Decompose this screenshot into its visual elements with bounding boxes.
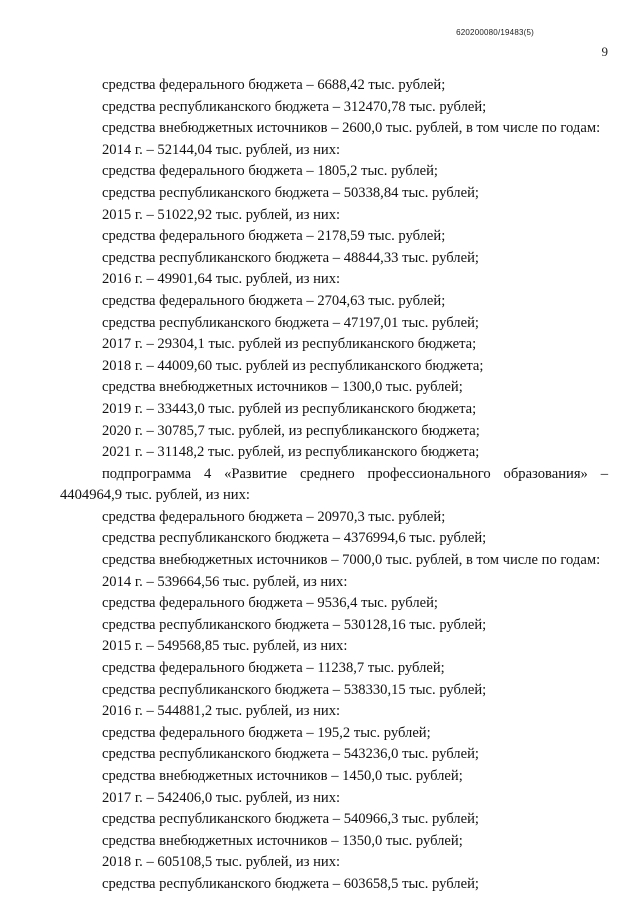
document-id: 620200080/19483(5) — [456, 28, 534, 37]
paragraph: 2017 г. – 29304,1 тыс. рублей из республиканского бюджета; — [102, 336, 477, 353]
paragraph: средства республиканского бюджета – 4376994,6 тыс. рублей; — [102, 530, 487, 547]
paragraph: средства республиканского бюджета – 538330,15 тыс. рублей; — [102, 681, 487, 698]
paragraph: 2020 г. – 30785,7 тыс. рублей, из республиканского бюджета; — [102, 422, 480, 439]
paragraph: средства федерального бюджета – 195,2 тыс. рублей; — [102, 724, 431, 741]
paragraph: подпрограмма 4 «Развитие среднего профессионального образования» – 4404964,9 тыс. рублей, из них: — [60, 465, 608, 504]
paragraph: средства республиканского бюджета – 48844,33 тыс. рублей; — [102, 249, 479, 266]
paragraph: 2016 г. – 49901,64 тыс. рублей, из них: — [102, 271, 341, 288]
paragraph: 2019 г. – 33443,0 тыс. рублей из республиканского бюджета; — [102, 400, 477, 417]
paragraph: средства республиканского бюджета – 50338,84 тыс. рублей; — [102, 184, 479, 201]
paragraph: средства федерального бюджета – 2178,59 тыс. рублей; — [102, 228, 446, 245]
paragraph: 2016 г. – 544881,2 тыс. рублей, из них: — [102, 703, 341, 720]
paragraph: средства внебюджетных источников – 2600,0 тыс. рублей, в том числе по годам: — [102, 120, 601, 137]
paragraph: 2014 г. – 539664,56 тыс. рублей, из них: — [102, 573, 348, 590]
paragraph: 2015 г. – 549568,85 тыс. рублей, из них: — [102, 638, 348, 655]
paragraph: средства внебюджетных источников – 1300,0 тыс. рублей; — [102, 379, 463, 396]
paragraph: средства внебюджетных источников – 1450,0 тыс. рублей; — [102, 768, 463, 784]
paragraph: 2015 г. – 51022,92 тыс. рублей, из них: — [102, 206, 341, 223]
paragraph: средства республиканского бюджета – 47197,01 тыс. рублей; — [102, 314, 479, 331]
paragraph: 2014 г. – 52144,04 тыс. рублей, из них: — [102, 141, 341, 158]
paragraph: 2017 г. – 542406,0 тыс. рублей, из них: — [102, 789, 341, 806]
paragraph: средства республиканского бюджета – 540966,3 тыс. рублей; — [102, 811, 479, 828]
paragraph: 2021 г. – 31148,2 тыс. рублей, из республиканского бюджета; — [102, 444, 480, 461]
paragraph: средства федерального бюджета – 20970,3 тыс. рублей; — [102, 508, 446, 525]
paragraph: средства республиканского бюджета – 543236,0 тыс. рублей; — [102, 746, 479, 763]
paragraph: средства республиканского бюджета – 603658,5 тыс. рублей; — [102, 875, 479, 892]
document-body — [60, 75, 608, 896]
paragraph: средства федерального бюджета – 9536,4 тыс. рублей; — [102, 595, 438, 612]
paragraph: средства внебюджетных источников – 7000,0 тыс. рублей, в том числе по годам: — [102, 552, 601, 569]
paragraph: средства федерального бюджета – 11238,7 тыс. рублей; — [102, 660, 445, 677]
paragraph: средства федерального бюджета – 2704,63 тыс. рублей; — [102, 292, 446, 309]
paragraph: 2018 г. – 605108,5 тыс. рублей, из них: — [102, 854, 341, 871]
paragraph: средства федерального бюджета – 1805,2 тыс. рублей; — [102, 163, 438, 180]
paragraph: средства республиканского бюджета – 530128,16 тыс. рублей; — [102, 616, 487, 633]
paragraph: средства республиканского бюджета – 312470,78 тыс. рублей; — [102, 98, 487, 115]
paragraph: средства внебюджетных источников – 1350,0 тыс. рублей; — [102, 832, 463, 849]
paragraph: 2018 г. – 44009,60 тыс. рублей из республиканского бюджета; — [102, 357, 484, 374]
page-number: 9 — [601, 44, 608, 59]
paragraph: средства федерального бюджета – 6688,42 тыс. рублей; — [102, 77, 446, 93]
